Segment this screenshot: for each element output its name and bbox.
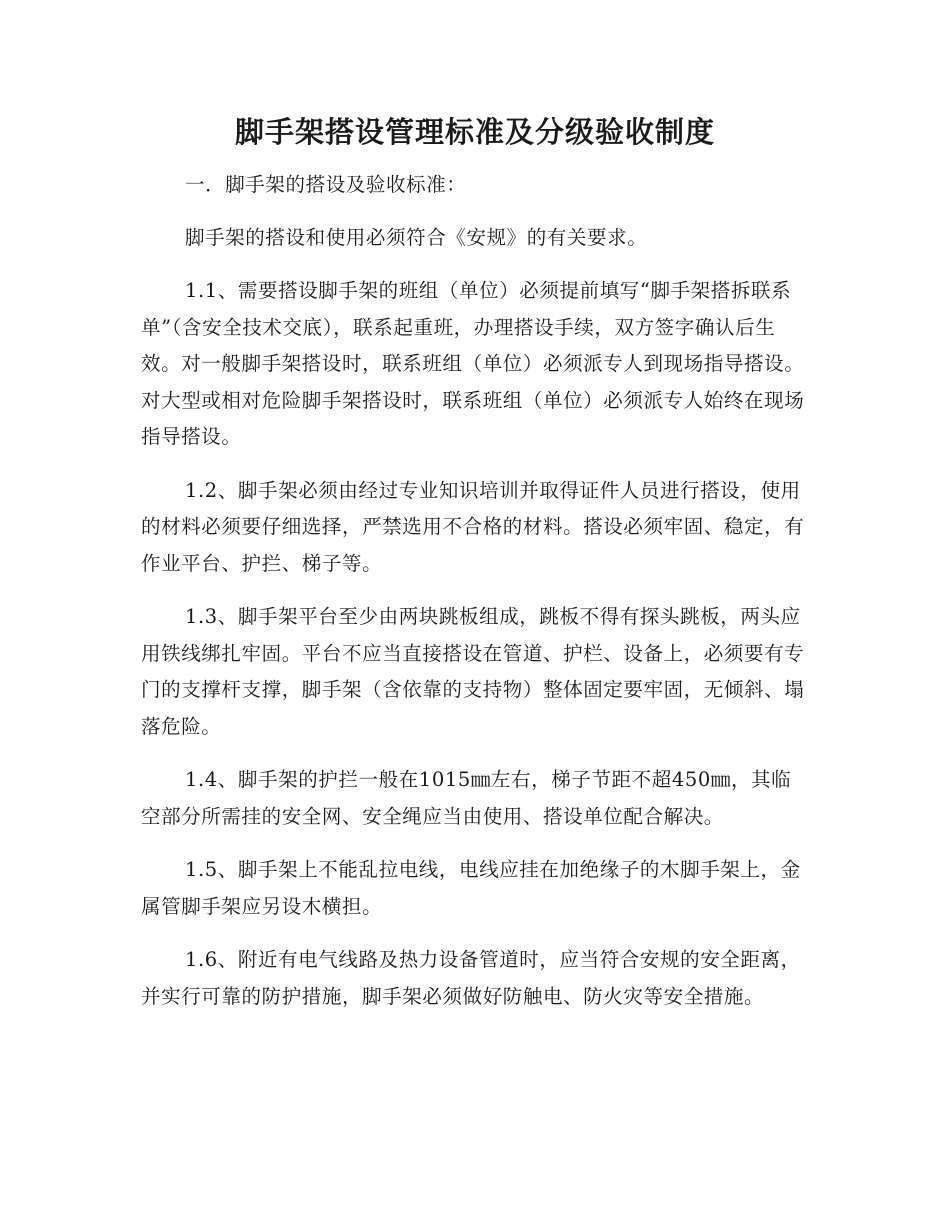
document-body (141, 167, 809, 1032)
clause-1-6: 1.6、附近有电气线路及热力设备管道时，应当符合安规的安全距离，并实行可靠的防护措施，脚手架必须做好防触电、防火灾等安全措施。 (141, 948, 801, 1008)
clause-1-2: 1.2、脚手架必须由经过专业知识培训并取得证件人员进行搭设，使用的材料必须要仔细选择，严禁选用不合格的材料。搭设必须牢固、稳定，有作业平台、护拦、梯子等。 (141, 478, 805, 575)
clause-1-1: 1.1、需要搭设脚手架的班组（单位）必须提前填写“脚手架搭拆联系单”（含安全技术交底），联系起重班，办理搭设手续，双方签字确认后生效。对一般脚手架搭设时，联系班组（单位）必须派专人到现场指导搭设。对大型或相对危险脚手架搭设时，联系班组（单位）必须派专人始终在现场指导搭设。 (141, 279, 805, 448)
document-title: 脚手架搭设管理标准及分级验收制度 (234, 115, 715, 149)
clause-1-3: 1.3、脚手架平台至少由两块跳板组成，跳板不得有探头跳板，两头应用铁线绑扎牢固。平台不应当直接搭设在管道、护栏、设备上，必须要有专门的支撑杆支撑，脚手架（含依靠的支持物）整体固定要牢固，无倾斜、塌落危险。 (141, 605, 805, 738)
clause-1-4: 1.4、脚手架的护拦一般在1015㎜左右，梯子节距不超450㎜，其临空部分所需挂的安全网、安全绳应当由使用、搭设单位配合解决。 (141, 768, 792, 828)
clause-1-5: 1.5、脚手架上不能乱拉电线，电线应挂在加绝缘子的木脚手架上，金属管脚手架应另设木横担。 (141, 858, 801, 918)
section-heading: 一．脚手架的搭设及验收标准： (185, 173, 467, 196)
intro-paragraph: 脚手架的搭设和使用必须符合《安规》的有关要求。 (185, 225, 648, 249)
